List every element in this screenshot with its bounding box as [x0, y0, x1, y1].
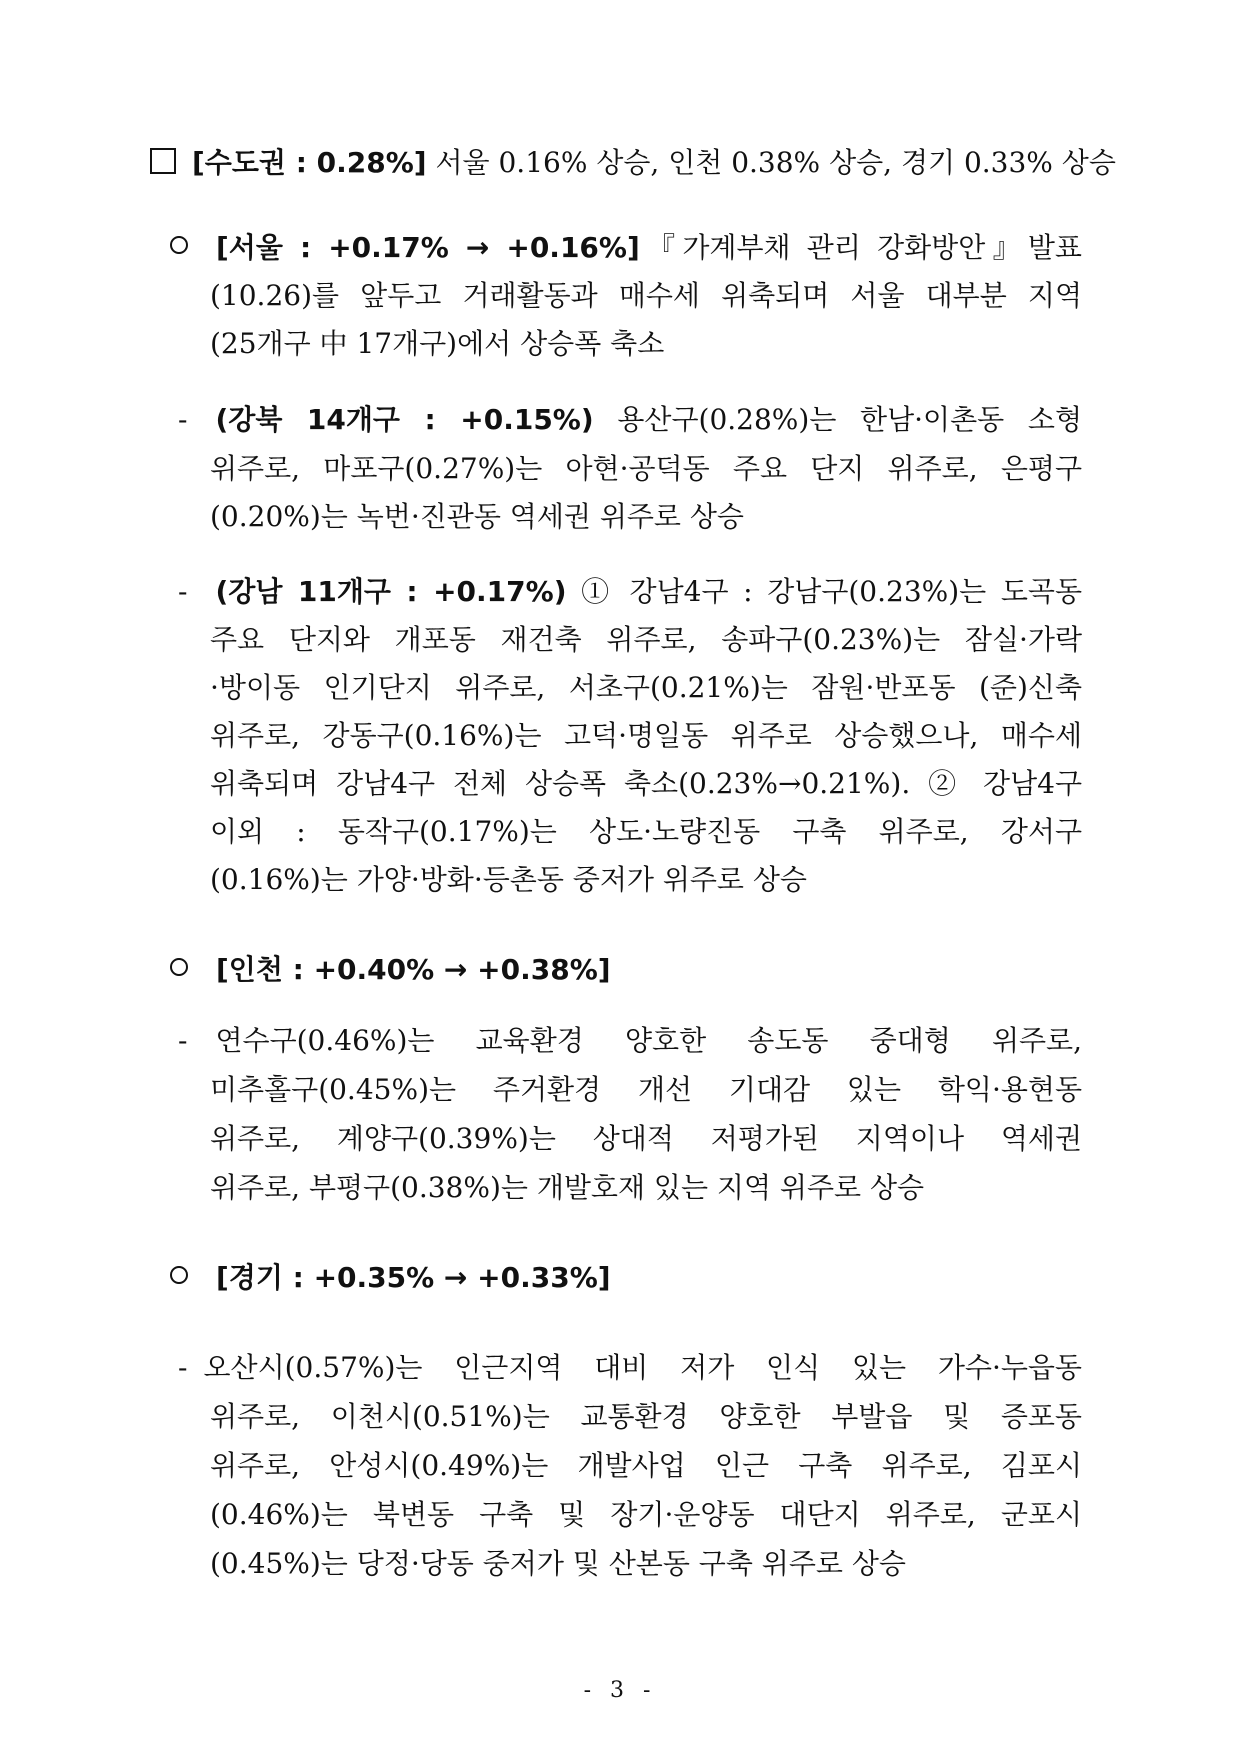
gangnam-line-7-text: (0.16%)는 가양·방화·등촌동 중저가 위주로 상승 [210, 863, 807, 896]
gyeonggi-line-5-text: (0.45%)는 당정·당동 중저가 및 산본동 구축 위주로 상승 [210, 1547, 906, 1580]
gangnam-line-6-text: 이외 : 동작구(0.17%)는 상도·노량진동 구축 위주로, 강서구 [210, 815, 1082, 848]
gangnam-line-2 [210, 615, 1082, 665]
gangnam-line-2-text: 주요 단지와 개포동 재건축 위주로, 송파구(0.23%)는 잠실·가락 [210, 623, 1082, 656]
gangbuk-label: (강북 14개구 : +0.15%) [215, 403, 594, 436]
gyeonggi-line-4-text: (0.46%)는 북변동 구축 및 장기·운양동 대단지 위주로, 군포시 [210, 1498, 1082, 1531]
gyeonggi-line-1 [178, 1343, 1082, 1393]
gyeonggi-line-2-text: 위주로, 이천시(0.51%)는 교통환경 양호한 부발읍 및 증포동 [210, 1400, 1082, 1433]
gangnam-line-1 [178, 567, 1082, 617]
gyeonggi-line-1-text: 오산시(0.57%)는 인근지역 대비 저가 인식 있는 가수·누읍동 [203, 1351, 1082, 1384]
gyeonggi-line-3 [210, 1441, 1082, 1491]
gangnam-line-5 [210, 759, 1082, 809]
gangnam-line-7 [210, 855, 807, 905]
dash-bullet: - [178, 575, 188, 608]
gangbuk-line-1 [178, 395, 1082, 445]
gyeonggi-label: [경기 : +0.35% → +0.33%] [216, 1261, 611, 1294]
incheon-line-4-text: 위주로, 부평구(0.38%)는 개발호재 있는 지역 위주로 상승 [210, 1171, 925, 1204]
gangnam-line-6 [210, 807, 1082, 857]
dash-bullet: - [178, 1024, 188, 1057]
section-heading [150, 138, 1116, 188]
seoul-line-2-text: (10.26)를 앞두고 거래활동과 매수세 위축되며 서울 대부분 지역 [210, 279, 1082, 312]
incheon-line-4 [210, 1163, 924, 1213]
gangbuk-line-3-text: (0.20%)는 녹번·진관동 역세권 위주로 상승 [210, 500, 744, 533]
seoul-line-2 [210, 271, 1082, 321]
circle-bullet-icon [170, 1266, 188, 1284]
page-number: - 3 - [583, 1678, 657, 1703]
gangbuk-line-3 [210, 492, 744, 542]
gangnam-label: (강남 11개구 : +0.17%) [215, 575, 567, 608]
seoul-line-3-text: (25개구 中 17개구)에서 상승폭 축소 [210, 327, 665, 360]
gangnam-line-3-text: ·방이동 인기단지 위주로, 서초구(0.21%)는 잠원·반포동 (준)신축 [210, 671, 1082, 704]
gangbuk-line1-text: 용산구(0.28%)는 한남·이촌동 소형 [593, 403, 1082, 436]
gyeonggi-heading-line [170, 1253, 611, 1303]
seoul-line-3 [210, 319, 664, 369]
incheon-line-2-text: 미추홀구(0.45%)는 주거환경 개선 기대감 있는 학익·용현동 [210, 1073, 1082, 1106]
seoul-label: [서울 : +0.17% → +0.16%] [216, 231, 640, 264]
incheon-line-1 [178, 1016, 1082, 1066]
dash-bullet: - [178, 1351, 188, 1384]
gangnam-line1-text: ① 강남4구 : 강남구(0.23%)는 도곡동 [566, 575, 1082, 608]
incheon-line-3 [210, 1114, 1082, 1164]
incheon-label: [인천 : +0.40% → +0.38%] [216, 953, 611, 986]
gangnam-line-3 [210, 663, 1082, 713]
incheon-line-3-text: 위주로, 계양구(0.39%)는 상대적 저평가된 지역이나 역세권 [210, 1122, 1082, 1155]
section-heading-text: 서울 0.16% 상승, 인천 0.38% 상승, 경기 0.33% 상승 [426, 146, 1116, 179]
gangbuk-line-2-text: 위주로, 마포구(0.27%)는 아현·공덕동 주요 단지 위주로, 은평구 [210, 452, 1082, 485]
gyeonggi-line-4 [210, 1490, 1082, 1540]
incheon-line-1-text: 연수구(0.46%)는 교육환경 양호한 송도동 중대형 위주로, [215, 1024, 1082, 1057]
circle-bullet-icon [170, 958, 188, 976]
gyeonggi-line-2 [210, 1392, 1082, 1442]
gyeonggi-line-3-text: 위주로, 안성시(0.49%)는 개발사업 인근 구축 위주로, 김포시 [210, 1449, 1082, 1482]
seoul-line1-text: 『가계부채 관리 강화방안』발표 [639, 231, 1082, 264]
incheon-heading-line [170, 945, 611, 995]
gangnam-line-4 [210, 711, 1082, 761]
dash-bullet: - [178, 403, 188, 436]
gangnam-line-4-text: 위주로, 강동구(0.16%)는 고덕·명일동 위주로 상승했으나, 매수세 [210, 719, 1082, 752]
gyeonggi-line-5 [210, 1539, 906, 1589]
section-heading-label: [수도권 : 0.28%] [192, 146, 427, 179]
checkbox-square-icon [150, 148, 176, 174]
seoul-heading-line [170, 223, 1082, 273]
gangnam-line-5-text: 위축되며 강남4구 전체 상승폭 축소(0.23%→0.21%). ② 강남4구 [210, 767, 1082, 800]
gangbuk-line-2 [210, 444, 1082, 494]
circle-bullet-icon [170, 236, 188, 254]
incheon-line-2 [210, 1065, 1082, 1115]
